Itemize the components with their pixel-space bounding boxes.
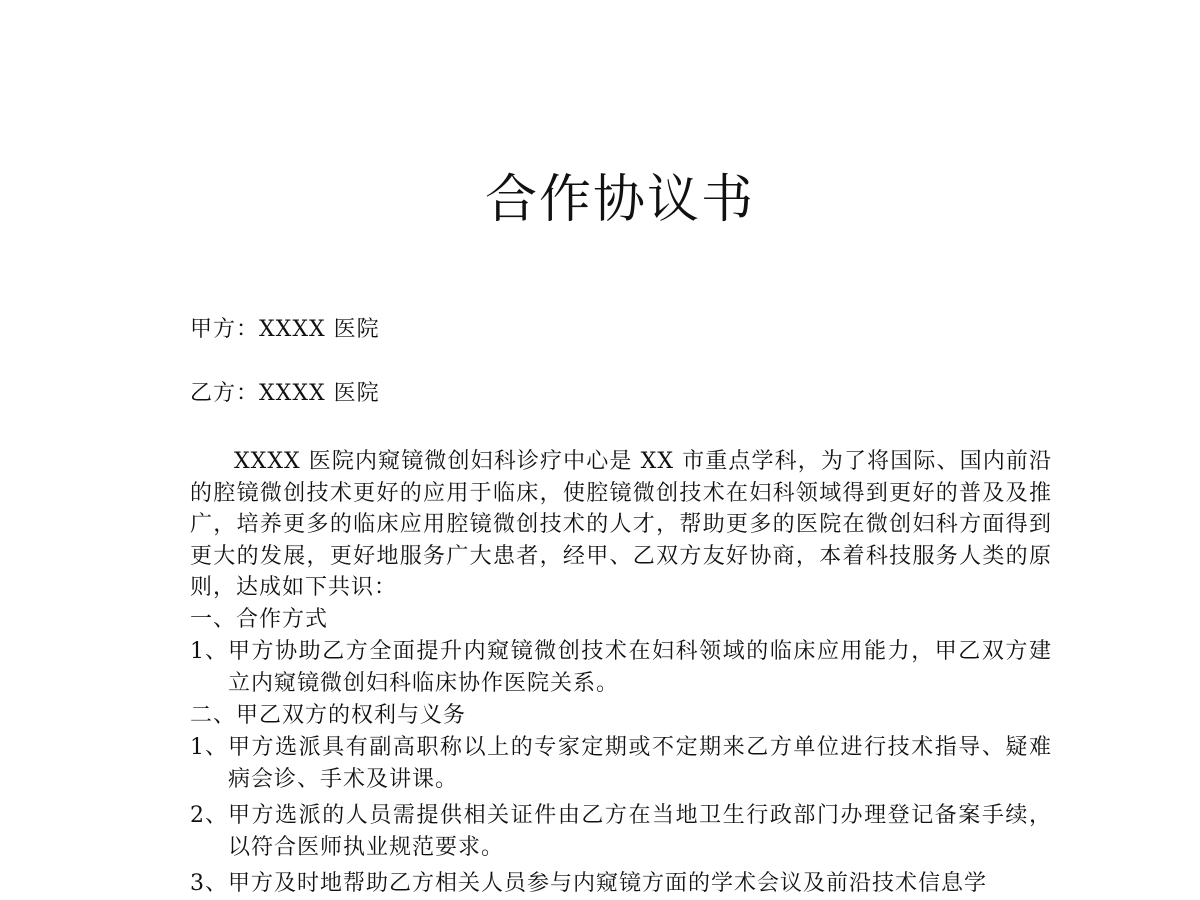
party-a-line: 甲方：XXXX 医院 <box>190 317 380 342</box>
clause-number: 1、 <box>190 735 228 760</box>
clause-number: 2、 <box>190 803 228 828</box>
clause-number: 1、 <box>190 639 228 664</box>
clause-text: 甲方协助乙方全面提升内窥镜微创技术在妇科领域的临床应用能力，甲乙双方建立内窥镜微创妇科临床协作医院关系。 <box>228 639 1052 696</box>
clause-text: 甲方及时地帮助乙方相关人员参与内窥镜方面的学术会议及前沿技术信息学 <box>228 871 988 896</box>
section-heading-cooperation: 一、合作方式 <box>190 607 329 632</box>
party-b-line: 乙方：XXXX 医院 <box>190 381 380 406</box>
document-title: 合作协议书 <box>484 170 755 230</box>
section-heading-rights-obligations: 二、甲乙双方的权利与义务 <box>190 703 467 728</box>
agreement-sections <box>190 604 1052 900</box>
intro-paragraph: XXXX 医院内窥镜微创妇科诊疗中心是 XX 市重点学科，为了将国际、国内前沿的腔镜微创技术更好的应用于临床，使腔镜微创技术在妇科领域得到更好的普及及推广，培养更多的临床应用腔镜微创技术的人才，帮助更多的医院在微创妇科方面得到更大的发展，更好地服务广大患者，经甲、乙双方友好协商，本着科技服务人类的原则，达成如下共识： <box>190 449 1052 600</box>
clause-text: 甲方选派具有副高职称以上的专家定期或不定期来乙方单位进行技术指导、疑难病会诊、手术及讲课。 <box>228 735 1052 792</box>
clause-item <box>190 868 1052 900</box>
clause-text: 甲方选派的人员需提供相关证件由乙方在当地卫生行政部门办理登记备案手续，以符合医师执业规范要求。 <box>228 803 1052 860</box>
clause-item <box>190 800 1052 864</box>
clause-item <box>190 636 1052 700</box>
clause-number: 3、 <box>190 871 228 896</box>
clause-item <box>190 732 1052 796</box>
